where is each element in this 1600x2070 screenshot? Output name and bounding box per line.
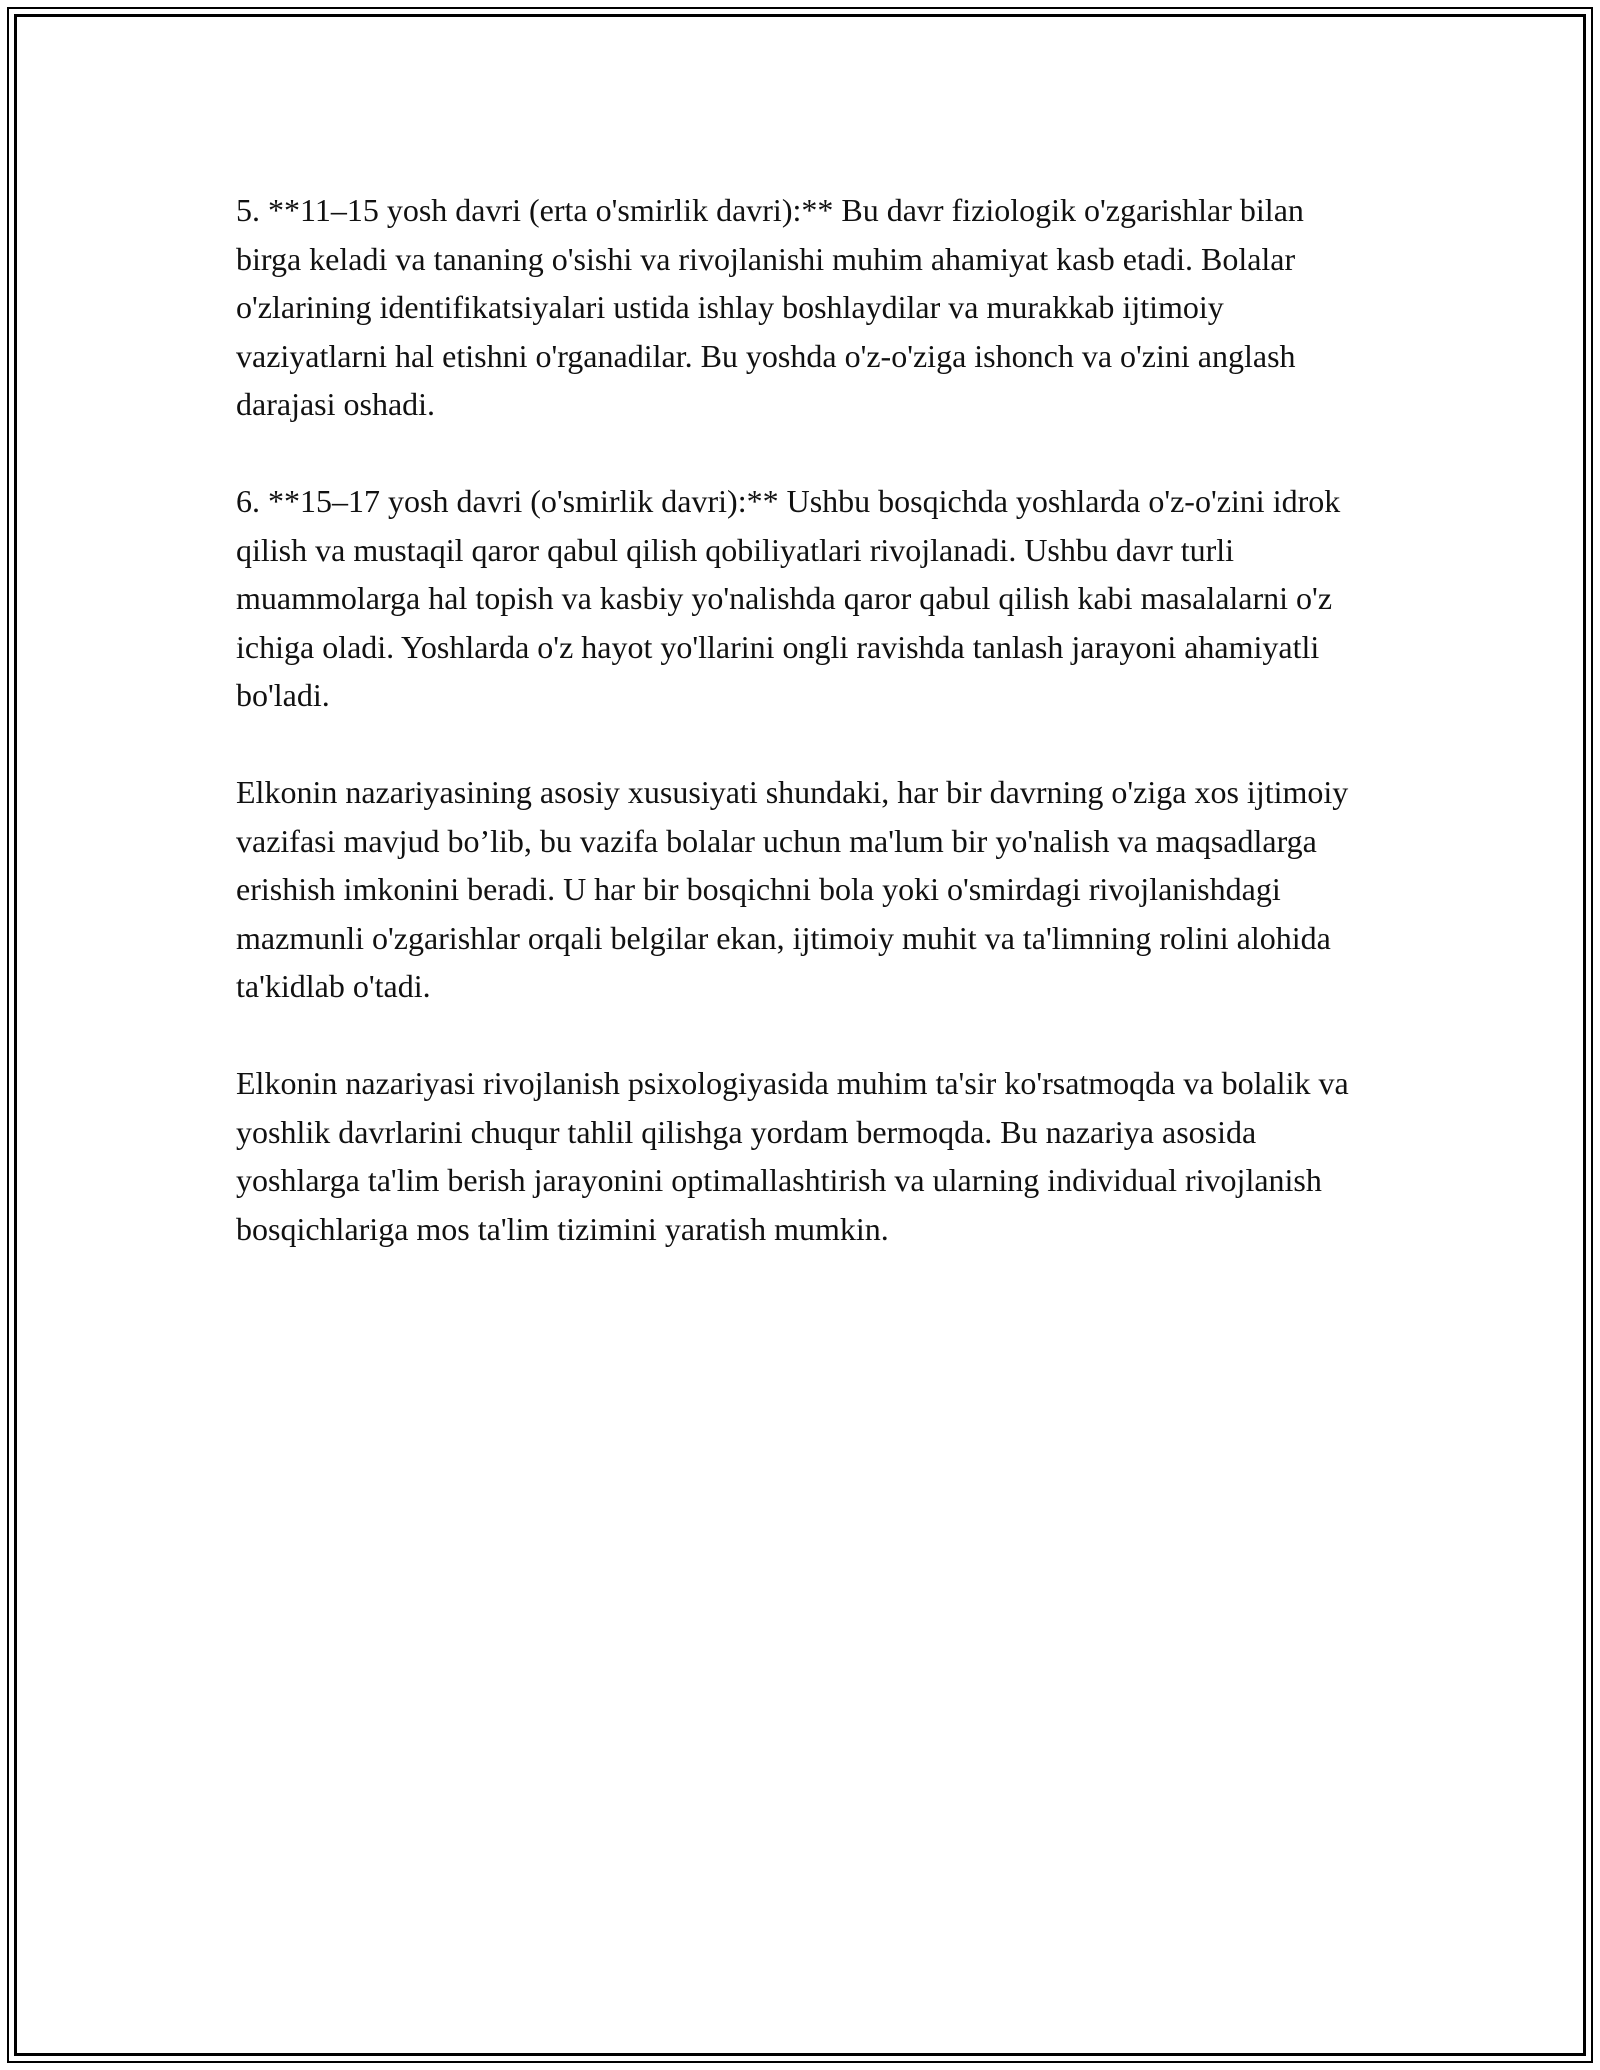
paragraph-age-11-15: 5. **11–15 yosh davri (erta o'smirlik davri):** Bu davr fiziologik o'zgarishlar bilan birga keladi va tananing o'sishi va rivojlanishi muhim ahamiyat kasb etadi. Bolalar o'zlarining identifikatsiyalari ustida ishlay boshlaydilar va murakkab ijtimoiy vaziyatlarni hal etishni o'rganadilar. Bu yoshda o'z-o'ziga ishonch va o'zini anglash darajasi oshadi. xyxy=(236,192,1304,422)
paragraph-elkonin-feature: Elkonin nazariyasining asosiy xususiyati shundaki, har bir davrning o'ziga xos ijtimoiy vazifasi mavjud bo’lib, bu vazifa bolalar uchun ma'lum bir yo'nalish va maqsadlarga erishish imkonini beradi. U har bir bosqichni bola yoki o'smirdagi rivojlanishdagi mazmunli o'zgarishlar orqali belgilar ekan, ijtimoiy muhit va ta'limning rolini alohida ta'kidlab o'tadi. xyxy=(236,774,1349,1004)
document-body xyxy=(236,186,1366,1302)
paragraph-age-15-17: 6. **15–17 yosh davri (o'smirlik davri):** Ushbu bosqichda yoshlarda o'z-o'zini idrok qilish va mustaqil qaror qabul qilish qobiliyatlari rivojlanadi. Ushbu davr turli muammolarga hal topish va kasbiy yo'nalishda qaror qabul qilish kabi masalalarni o'z ichiga oladi. Yoshlarda o'z hayot yo'llarini ongli ravishda tanlash jarayoni ahamiyatli bo'ladi. xyxy=(236,483,1341,713)
paragraph-elkonin-significance: Elkonin nazariyasi rivojlanish psixologiyasida muhim ta'sir ko'rsatmoqda va bolalik va yoshlik davrlarini chuqur tahlil qilishga yordam bermoqda. Bu nazariya asosida yoshlarga ta'lim berish jarayonini optimallashtirish va ularning individual rivojlanish bosqichlariga mos ta'lim tizimini yaratish mumkin. xyxy=(236,1065,1349,1247)
